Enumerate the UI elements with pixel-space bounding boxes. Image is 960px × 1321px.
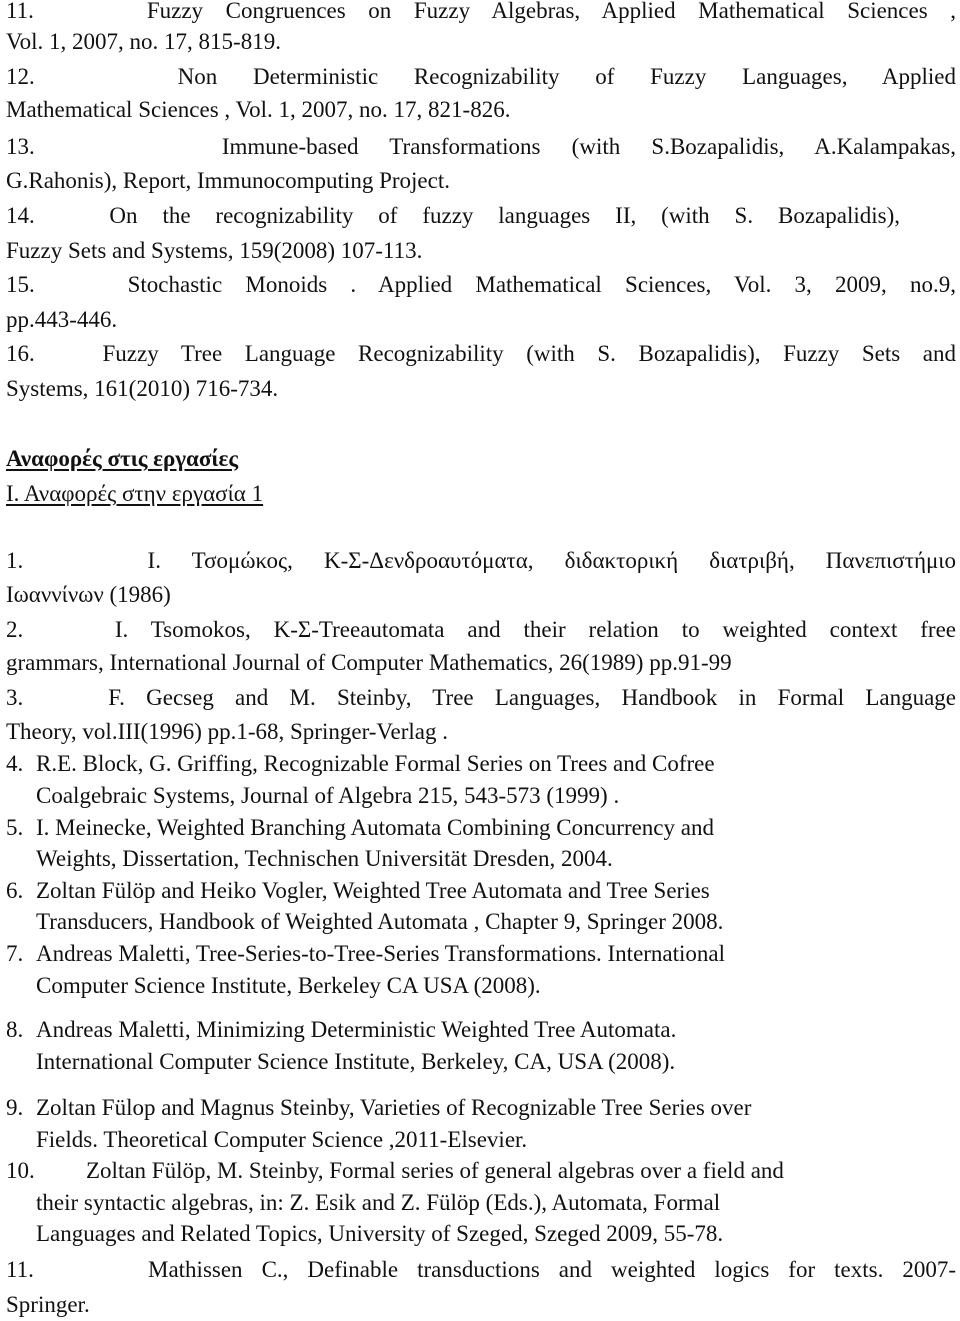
citation-6-line-1: Zoltan Fülöp and Heiko Vogler, Weighted Tree Automata and Tree Series xyxy=(36,878,710,903)
citation-6-line-2: Transducers, Handbook of Weighted Automata , Chapter 9, Springer 2008. xyxy=(36,909,724,934)
publication-15-line-2: pp.443-446. xyxy=(6,307,118,332)
citation-11-line-2: Springer. xyxy=(6,1292,90,1317)
citation-6-number: 6. xyxy=(6,878,24,903)
publication-12-line-1: 12. Non Deterministic Recognizability of Fuzzy Languages, Applied xyxy=(6,64,956,89)
citation-10-line-2: their syntactic algebras, in: Z. Esik and Z. Fülöp (Eds.), Automata, Formal xyxy=(36,1190,721,1215)
citation-5-number: 5. xyxy=(6,815,24,840)
publication-11-line-2: Vol. 1, 2007, no. 17, 815-819. xyxy=(6,29,281,54)
citations-heading: Αναφορές στις εργασίες xyxy=(6,446,239,471)
citations-subheading: Ι. Αναφορές στην εργασία 1 xyxy=(6,481,264,506)
citation-11-line-1: 11. Mathissen C., Definable transductions and weighted logics for texts. 2007- xyxy=(6,1257,956,1282)
citation-5-line-2: Weights, Dissertation, Technischen Universität Dresden, 2004. xyxy=(36,846,613,871)
citation-7-number: 7. xyxy=(6,941,24,966)
citation-10-line-1: Zoltan Fülöp, M. Steinby, Formal series of general algebras over a field and xyxy=(86,1158,784,1183)
citation-9-line-1: Zoltan Fülop and Magnus Steinby, Varieties of Recognizable Tree Series over xyxy=(36,1095,752,1120)
citation-4-number: 4. xyxy=(6,751,24,776)
publication-15-line-1: 15. Stochastic Monoids . Applied Mathematical Sciences, Vol. 3, 2009, no.9, xyxy=(6,272,956,297)
citation-10-number: 10. xyxy=(6,1158,35,1183)
publication-14-line-1: 14. On the recognizability of fuzzy languages II, (with S. Bozapalidis), xyxy=(6,203,900,228)
publication-14-line-2: Fuzzy Sets and Systems, 159(2008) 107-113. xyxy=(6,238,423,263)
citation-1-line-1: 1. Ι. Τσομώκος, Κ-Σ-Δενδροαυτόματα, διδακτορική διατριβή, Πανεπιστήμιο xyxy=(6,548,956,573)
citation-4-line-1: R.E. Block, G. Griffing, Recognizable Formal Series on Trees and Cofree xyxy=(36,751,715,776)
citation-5-line-1: I. Meinecke, Weighted Branching Automata Combining Concurrency and xyxy=(36,815,714,840)
citation-1-line-2: Ιωαννίνων (1986) xyxy=(6,582,171,607)
publication-16-line-1: 16. Fuzzy Tree Language Recognizability (with S. Bozapalidis), Fuzzy Sets and xyxy=(6,341,956,366)
citation-8-line-1: Andreas Maletti, Minimizing Deterministic Weighted Tree Automata. xyxy=(36,1017,677,1042)
citation-2-line-2: grammars, International Journal of Computer Mathematics, 26(1989) pp.91-99 xyxy=(6,650,732,675)
citation-3-line-1: 3. F. Gecseg and M. Steinby, Tree Languages, Handbook in Formal Language xyxy=(6,685,956,710)
citation-10-line-3: Languages and Related Topics, University of Szeged, Szeged 2009, 55-78. xyxy=(36,1221,724,1246)
citation-8-number: 8. xyxy=(6,1017,24,1042)
citation-9-line-2: Fields. Theoretical Computer Science ,2011-Elsevier. xyxy=(36,1127,528,1152)
publication-13-line-1: 13. Immune-based Transformations (with S.Bozapalidis, A.Kalampakas, xyxy=(6,134,956,159)
citation-7-line-2: Computer Science Institute, Berkeley CA USA (2008). xyxy=(36,973,541,998)
citation-7-line-1: Andreas Maletti, Tree-Series-to-Tree-Series Transformations. International xyxy=(36,941,726,966)
publication-12-line-2: Mathematical Sciences , Vol. 1, 2007, no. 17, 821-826. xyxy=(6,97,511,122)
citation-8-line-2: International Computer Science Institute, Berkeley, CA, USA (2008). xyxy=(36,1049,676,1074)
publication-11-line-1: 11. Fuzzy Congruences on Fuzzy Algebras, Applied Mathematical Sciences , xyxy=(6,0,956,23)
citation-2-line-1: 2. I. Tsomokos, K-Σ-Treeautomata and their relation to weighted context free xyxy=(6,617,956,642)
publication-16-line-2: Systems, 161(2010) 716-734. xyxy=(6,376,279,401)
citation-9-number: 9. xyxy=(6,1095,24,1120)
citation-3-line-2: Theory, vol.III(1996) pp.1-68, Springer-Verlag . xyxy=(6,719,448,744)
citation-4-line-2: Coalgebraic Systems, Journal of Algebra 215, 543-573 (1999) . xyxy=(36,783,620,808)
publication-13-line-2: G.Rahonis), Report, Immunocomputing Project. xyxy=(6,168,450,193)
